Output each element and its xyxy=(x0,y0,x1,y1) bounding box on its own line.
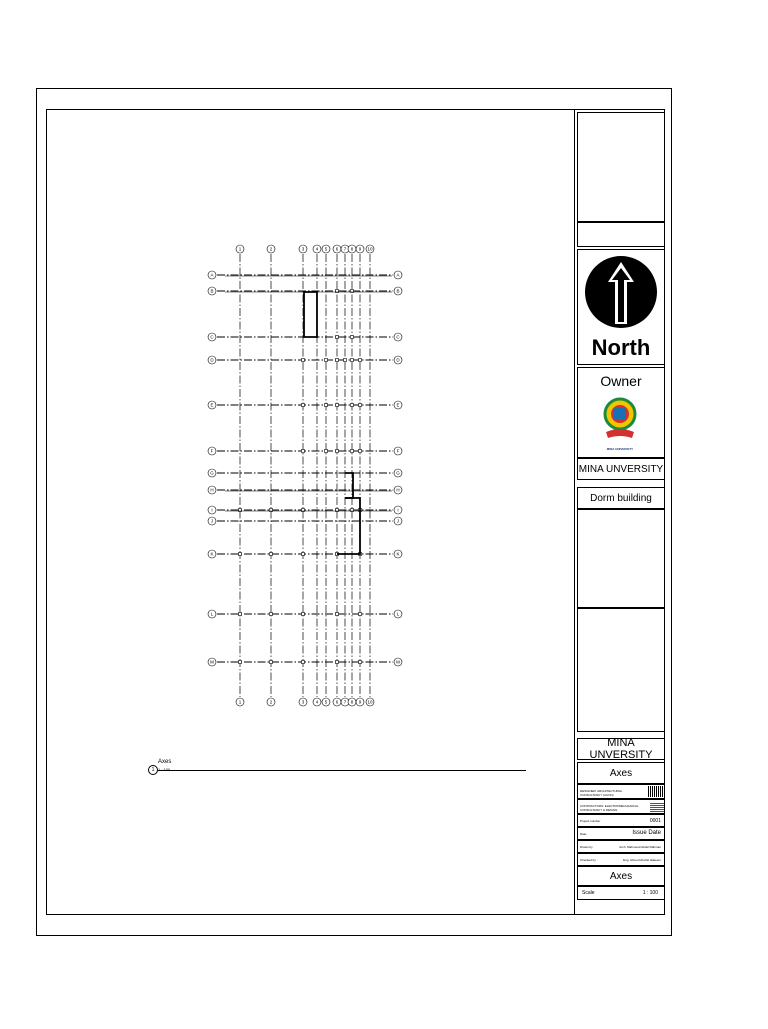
info-label: Date xyxy=(580,832,587,836)
column-marker xyxy=(351,450,354,453)
grid-row-left-C-label: C xyxy=(210,334,214,340)
view-title-underline xyxy=(158,770,526,771)
grid-col-top-6-label: 6 xyxy=(335,246,339,252)
grid-col-top-3-label: 3 xyxy=(301,246,305,252)
grid-col-top-5-label: 5 xyxy=(324,246,328,252)
blank-box xyxy=(577,608,665,732)
info-row xyxy=(577,784,665,799)
info-row xyxy=(577,840,665,853)
column-marker xyxy=(336,613,339,616)
column-marker xyxy=(325,359,328,362)
consultant-logo-icon xyxy=(648,786,664,797)
info-row xyxy=(577,814,665,827)
owner-box xyxy=(577,367,665,458)
column-marker xyxy=(336,359,339,362)
column-marker xyxy=(239,553,242,556)
grid-row-right-H-label: H xyxy=(396,487,400,493)
info-row xyxy=(577,853,665,866)
grid-col-top-1-label: 1 xyxy=(238,246,242,252)
north-arrow-icon xyxy=(578,252,664,334)
grid-col-top-8-label: 8 xyxy=(350,246,354,252)
grid-row-left-J-label: J xyxy=(210,518,214,524)
column-marker xyxy=(302,359,305,362)
grid-row-left-F-label: F xyxy=(210,448,214,454)
revision-box xyxy=(577,112,665,222)
column-marker xyxy=(336,450,339,453)
column-marker xyxy=(359,450,362,453)
column-marker xyxy=(351,359,354,362)
column-marker xyxy=(239,661,242,664)
info-label: DESIGNER: ARCHITECTURAL CONSULTANCY (ACON) xyxy=(580,789,623,797)
column-marker xyxy=(359,661,362,664)
info-value: Eng. Ahmed Abd El Hakeem xyxy=(623,858,661,862)
column-marker xyxy=(359,404,362,407)
info-value: 0001 xyxy=(649,818,661,824)
info-value: Arch. Mahmoud Abdel Rahman xyxy=(619,845,661,849)
project-name: Dorm building xyxy=(590,492,652,504)
grid-col-top-4-label: 4 xyxy=(315,246,319,252)
grid-col-bottom-9-label: 9 xyxy=(358,699,362,705)
grid-row-left-L-label: L xyxy=(210,611,214,617)
scale-value: 1 : 100 xyxy=(642,890,658,896)
grid-col-bottom-8-label: 8 xyxy=(350,699,354,705)
grid-col-top-2-label: 2 xyxy=(269,246,273,252)
scale-row xyxy=(577,886,665,900)
grid-row-left-M-label: M xyxy=(210,659,214,665)
north-label: North xyxy=(591,335,651,360)
column-marker xyxy=(270,613,273,616)
column-marker xyxy=(302,613,305,616)
column-marker xyxy=(325,404,328,407)
column-marker xyxy=(336,404,339,407)
info-row xyxy=(577,827,665,840)
grid-row-right-J-label: J xyxy=(396,518,400,524)
grid-col-bottom-3-label: 3 xyxy=(301,699,305,705)
grid-col-top-10-label: 10 xyxy=(367,246,373,252)
column-marker xyxy=(270,661,273,664)
wall-outline xyxy=(304,292,317,337)
info-value: Issue Date xyxy=(632,830,661,836)
info-label: Project number xyxy=(580,819,601,823)
grid-row-right-I-label: I xyxy=(397,507,399,513)
column-marker xyxy=(302,450,305,453)
project-name-box xyxy=(577,487,665,509)
scale-label: Scale xyxy=(582,890,595,896)
column-marker xyxy=(351,404,354,407)
grid-row-left-G-label: G xyxy=(210,470,214,476)
grid-col-bottom-7-label: 7 xyxy=(343,699,347,705)
column-marker xyxy=(302,553,305,556)
grid-row-right-L-label: L xyxy=(396,611,400,617)
column-marker xyxy=(359,359,362,362)
grid-row-left-D-label: D xyxy=(210,357,214,363)
grid-row-right-F-label: F xyxy=(396,448,400,454)
university-logo-icon xyxy=(600,394,640,446)
column-marker xyxy=(302,404,305,407)
grid-col-bottom-4-label: 4 xyxy=(315,699,319,705)
grid-col-bottom-1-label: 1 xyxy=(238,699,242,705)
column-marker xyxy=(351,336,354,339)
grid-row-left-A-label: A xyxy=(210,272,214,278)
grid-col-bottom-10-label: 10 xyxy=(367,699,373,705)
grid-col-top-7-label: 7 xyxy=(343,246,347,252)
grid-col-bottom-5-label: 5 xyxy=(324,699,328,705)
grid-row-left-E-label: E xyxy=(210,402,214,408)
sheet-name: Axes xyxy=(577,866,665,886)
grid-row-right-C-label: C xyxy=(396,334,400,340)
grid-row-left-H-label: H xyxy=(210,487,214,493)
info-table xyxy=(577,784,665,866)
column-marker xyxy=(344,359,347,362)
wall-outline xyxy=(337,498,360,554)
grid-row-right-K-label: K xyxy=(396,551,400,557)
grid-row-right-A-label: A xyxy=(396,272,400,278)
column-marker xyxy=(302,661,305,664)
logo-text: MINA UNIVERSITY xyxy=(606,446,634,451)
university-name: MINA UNVERSITY xyxy=(577,738,665,760)
owner-name: MINA UNVERSITY xyxy=(577,458,665,480)
sheet-title: Axes xyxy=(577,762,665,784)
owner-label: Owner xyxy=(600,373,642,389)
info-label: CONTRACTORS: ELECTROMECHANICAL CONSULTANCY & DESIGN xyxy=(580,804,639,812)
grid-row-right-M-label: M xyxy=(396,659,400,665)
view-name: Axes xyxy=(158,759,172,765)
grid-row-left-I-label: I xyxy=(211,507,213,513)
grid-row-left-K-label: K xyxy=(210,551,214,557)
view-number-bubble: 1 xyxy=(148,765,158,775)
grid-row-right-E-label: E xyxy=(396,402,400,408)
grid-row-left-B-label: B xyxy=(210,288,214,294)
view-title xyxy=(146,759,530,776)
info-label: Drawn by xyxy=(580,845,593,849)
grid-row-right-D-label: D xyxy=(396,357,400,363)
column-marker xyxy=(270,553,273,556)
column-marker xyxy=(336,336,339,339)
contractor-logo-icon xyxy=(650,802,664,812)
grid-col-bottom-6-label: 6 xyxy=(335,699,339,705)
column-marker xyxy=(336,661,339,664)
grid-col-top-9-label: 9 xyxy=(358,246,362,252)
info-row xyxy=(577,799,665,814)
view-scale: 1 : 100 xyxy=(158,767,171,772)
column-marker xyxy=(239,613,242,616)
column-marker xyxy=(359,613,362,616)
project-notes-box xyxy=(577,509,665,608)
grid-row-right-G-label: G xyxy=(396,470,400,476)
info-label: Checked by xyxy=(580,858,596,862)
north-box xyxy=(577,249,665,365)
column-marker xyxy=(325,450,328,453)
grid-col-bottom-2-label: 2 xyxy=(269,699,273,705)
revision-footer xyxy=(577,222,665,247)
grid-row-right-B-label: B xyxy=(396,288,400,294)
